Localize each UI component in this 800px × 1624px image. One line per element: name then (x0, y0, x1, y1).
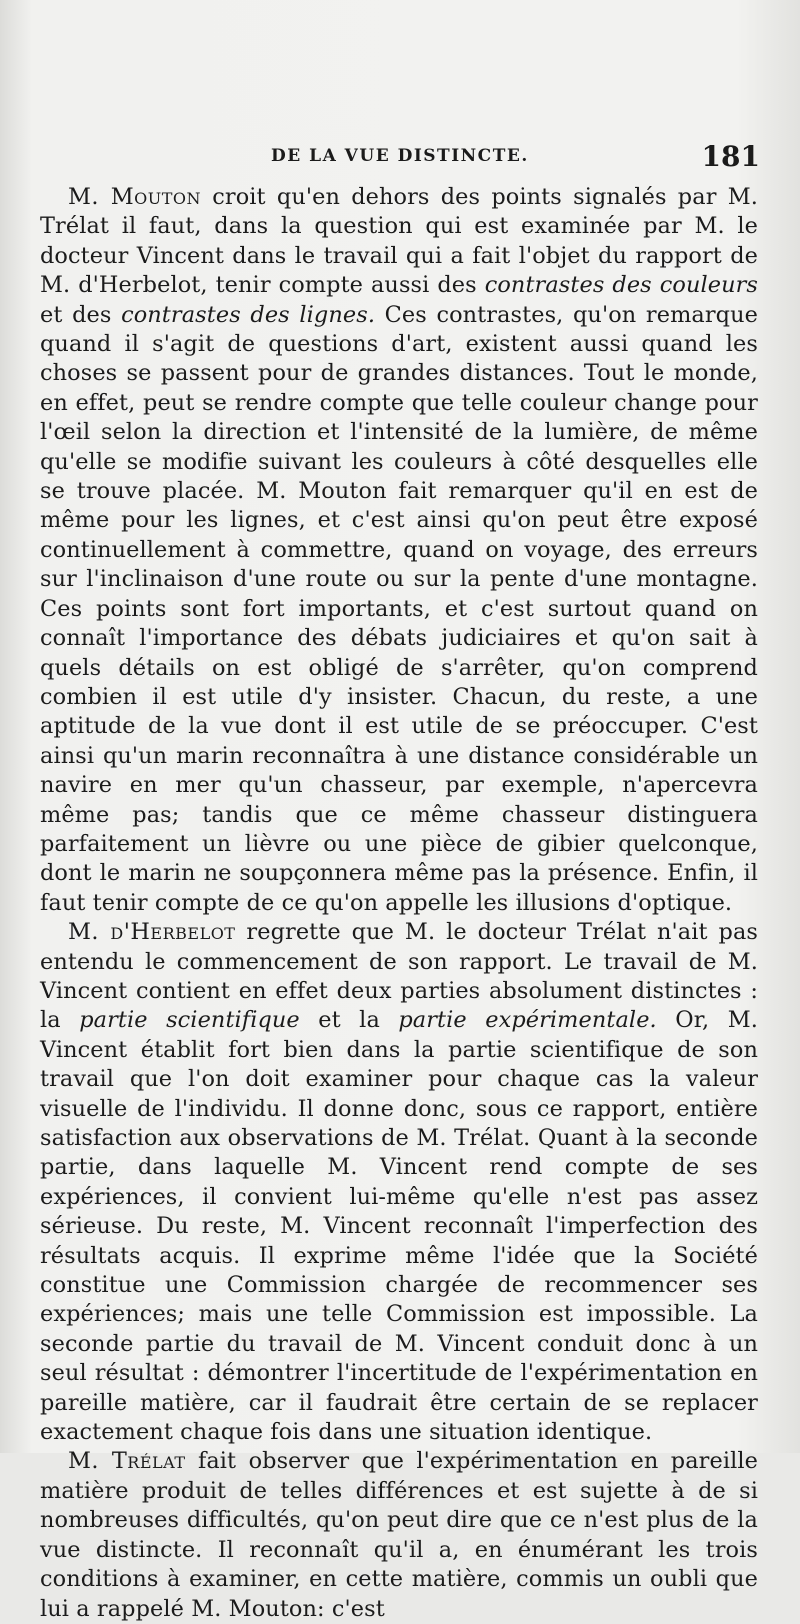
speaker-name: M. Mouton (68, 184, 202, 210)
running-title: DE LA VUE DISTINCTE. (271, 146, 529, 166)
running-header (0, 140, 800, 180)
body-text (40, 183, 758, 1624)
text-run: regrette que M. le docteur Trélat n'ait pas entendu le commencement de son rapport. Le travail de M. Vincent contient en effet deux parties absolument distinctes : la (40, 919, 758, 1034)
text-run: fait observer que l'expérimentation en pareille matière produit de telles différences et est sujette à de si nombreuses difficultés, qu'on peut dire que ce n'est plus de la vue distincte. Il reconnaît qu'il a, en énumérant les trois conditions à examiner, en cette matière, commis un oubli que lui a rappelé M. Mouton: c'est (40, 1448, 758, 1622)
paragraph-trelat (40, 1447, 758, 1623)
text-run: croit qu'en dehors des points signalés par M. Trélat il faut, dans la question qui est examinée par M. le docteur Vincent dans le travail qui a fait l'objet du rapport de M. d'Herbelot, tenir compte aussi des (40, 184, 758, 299)
text-run: et des (40, 301, 122, 328)
text-run: Or, M. Vincent établit fort bien dans la partie scientifique de son travail que l'on doit examiner pour chaque cas la valeur visuelle de l'individu. Il donne donc, sous ce rapport, entière satisfaction aux observations de M. Trélat. Quant à la seconde partie, dans laquelle M. Vincent rend compte de ses expériences, il convient lui-même qu'elle n'est pas assez sérieuse. Du reste, M. Vincent reconnaît l'imperfection des résultats acquis. Il exprime même l'idée que la Société constitue une Commission chargée de recommencer ses expériences; mais une telle Commission est impossible. La seconde partie du travail de M. Vincent conduit donc à un seul résultat : démontrer l'incertitude de l'expérimentation en pareille matière, car il faudrait être certain de se replacer exactement chaque fois dans une situation identique. (40, 1007, 758, 1446)
italic-run: contrastes des couleurs (484, 272, 758, 299)
italic-run: partie expérimentale. (398, 1007, 657, 1034)
speaker-name: M. Trélat (68, 1448, 186, 1475)
italic-run: partie scientifique (79, 1007, 300, 1034)
page-number: 181 (701, 140, 760, 173)
text-run: et la (299, 1007, 399, 1034)
paragraph-mouton (40, 183, 758, 918)
paragraph-herbelot (40, 918, 758, 1447)
text-run: Ces contrastes, qu'on remarque quand il s'agit de questions d'art, existent aussi quand les choses se passent pour de grandes distances. Tout le monde, en effet, peut se rendre compte que telle couleur change pour l'œil selon la direction et l'intensité de la lumière, de même qu'elle se modifie suivant les couleurs à côté desquelles elle se trouve placée. M. Mouton fait remarquer qu'il en est de même pour les lignes, et c'est ainsi qu'on peut être exposé continuellement à commettre, quand on voyage, des erreurs sur l'inclinaison d'une route ou sur la pente d'une montagne. Ces points sont fort importants, et c'est surtout quand on connaît l'importance des débats judiciaires et qu'on sait à quels détails on est obligé de s'arrêter, qu'on comprend combien il est utile d'y insister. Chacun, du reste, a une aptitude de la vue dont il est utile de se préoccuper. C'est ainsi qu'un marin reconnaîtra à une distance considérable un navire en mer qu'un chasseur, par exemple, n'apercevra même pas; tandis que ce même chasseur distinguera parfaitement un lièvre ou une pièce de gibier quelconque, dont le marin ne soupçonnera même pas la présence. Enfin, il faut tenir compte de ce qu'on appelle les illusions d'optique. (40, 301, 758, 916)
italic-run: contrastes des lignes. (121, 301, 376, 328)
speaker-name: M. d'Herbelot (68, 919, 236, 946)
